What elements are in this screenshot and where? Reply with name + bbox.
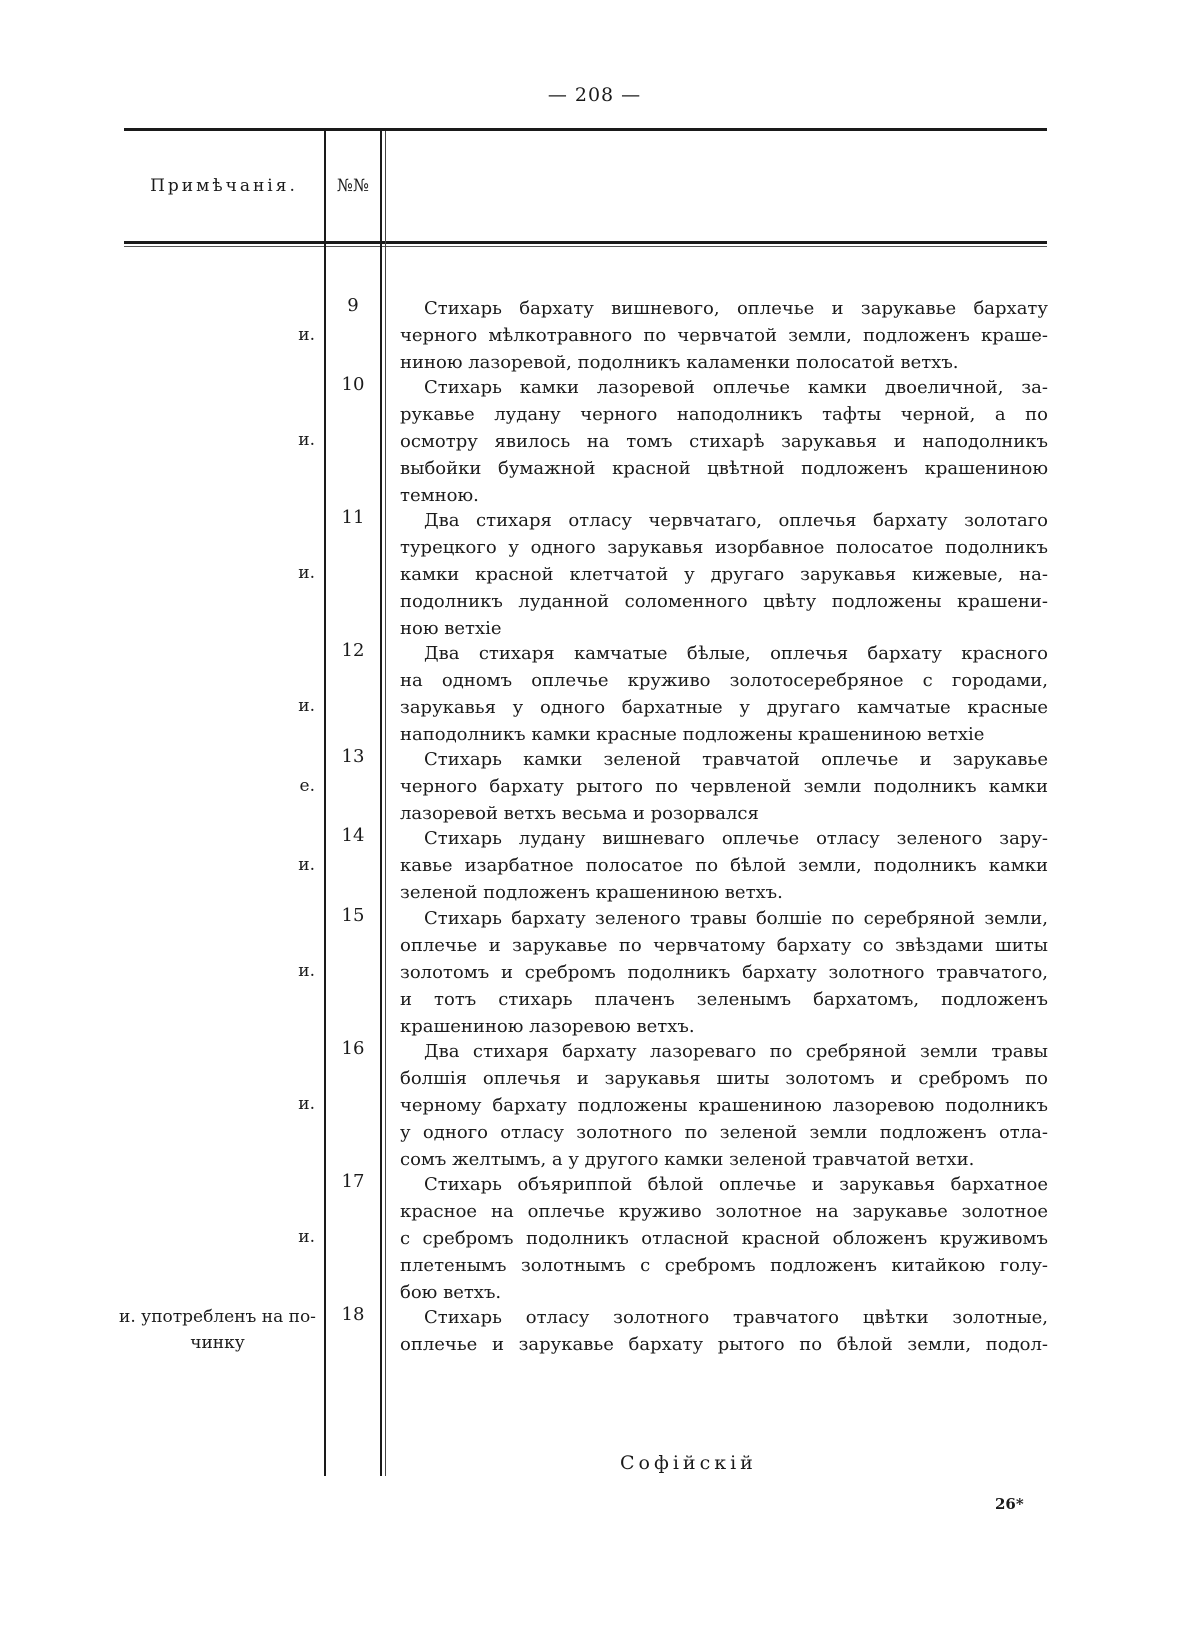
text-line: бою ветхъ. xyxy=(400,1282,502,1303)
entry-note: и. xyxy=(298,563,315,583)
text-line: оплечье и зарукавье по червчатому бархату со звѣздами шиты xyxy=(400,935,1048,956)
text-line: сомъ желтымъ, а у другого камки зеленой травчатой ветхи. xyxy=(400,1149,975,1170)
number-column-header: №№ xyxy=(336,176,370,196)
text-line: Стихарь лудану вишневаго оплечье отласу зеленого зару- xyxy=(424,828,1048,849)
text-line: Стихарь камки лазоревой оплечье камки двоеличной, за- xyxy=(424,377,1048,398)
notes-column-header: Примѣчанiя. xyxy=(150,176,298,196)
catchword: Софiйскiй xyxy=(620,1452,757,1474)
text-line: черному бархату подложены крашениною лазоревою подолникъ xyxy=(400,1095,1048,1116)
text-line: темною. xyxy=(400,485,479,506)
entry-number: 15 xyxy=(341,905,365,926)
text-line: Стихарь объяриппой бѣлой оплечье и зарукавья бархатное xyxy=(424,1174,1048,1195)
text-line: на одномъ оплечье круживо золотосеребряное с городами, xyxy=(400,670,1048,691)
header-bottom-rule xyxy=(124,241,1047,244)
text-line: зеленой подложенъ крашениною ветхъ. xyxy=(400,882,783,903)
text-line: ною ветхiе xyxy=(400,618,502,639)
entry-number: 11 xyxy=(341,507,365,528)
entry-number: 16 xyxy=(341,1038,365,1059)
column-divider-number-thin xyxy=(385,131,386,1476)
text-line: оплечье и зарукавье бархату рытого по бѣлой земли, подол- xyxy=(400,1334,1048,1355)
signature-mark: 26* xyxy=(995,1495,1024,1513)
text-line: подолникъ луданной соломенного цвѣту подложены крашени- xyxy=(400,591,1048,612)
text-line: камки красной клетчатой у другаго зарукавья кижевые, на- xyxy=(400,564,1048,585)
entry-text xyxy=(400,1304,1048,1358)
entry-text xyxy=(400,905,1048,1040)
entry-note: и. xyxy=(298,1227,315,1247)
entry-note: е. xyxy=(299,776,315,796)
entry-note: и. xyxy=(298,1094,315,1114)
text-line: с сребромъ подолникъ отласной красной обложенъ круживомъ xyxy=(400,1228,1048,1249)
entry-text xyxy=(400,295,1048,376)
entry-number: 13 xyxy=(341,746,365,767)
entry-number: 9 xyxy=(347,295,359,316)
text-line: ниною лазоревой, подолникъ каламенки полосатой ветхъ. xyxy=(400,352,959,373)
entry-number: 12 xyxy=(341,640,365,661)
text-line: зарукавья у одного бархатные у другаго камчатые красные xyxy=(400,697,1048,718)
entry-text xyxy=(400,374,1048,509)
text-line: Стихарь камки зеленой травчатой оплечье и зарукавье xyxy=(424,749,1048,770)
column-divider-notes xyxy=(324,131,326,1476)
entry-note: и. xyxy=(298,430,315,450)
text-line: болшiя оплечья и зарукавья шиты золотомъ и сребромъ по xyxy=(400,1068,1048,1089)
text-line: осмотру явилось на томъ стихарѣ зарукавья и наподолникъ xyxy=(400,431,1048,452)
entry-note: и. употребленъ на по- чинку xyxy=(119,1307,316,1353)
text-line: плетенымъ золотнымъ с сребромъ подложенъ китайкою голу- xyxy=(400,1255,1048,1276)
column-divider-number xyxy=(380,131,382,1476)
text-line: Два стихаря бархату лазореваго по сребряной земли травы xyxy=(424,1041,1048,1062)
text-line: кавье изарбатное полосатое по бѣлой земли, подолникъ камки xyxy=(400,855,1048,876)
text-line: Стихарь бархату зеленого травы болшiе по серебряной земли, xyxy=(424,908,1048,929)
text-line: Стихарь бархату вишневого, оплечье и зарукавье бархату xyxy=(424,298,1048,319)
text-line: у одного отласу золотного по зеленой земли подложенъ отла- xyxy=(400,1122,1048,1143)
entry-number: 10 xyxy=(341,374,365,395)
header-bottom-rule-thin xyxy=(124,246,1047,247)
top-rule xyxy=(124,128,1047,131)
entry-note: и. xyxy=(298,325,315,345)
text-line: Стихарь отласу золотного травчатого цвѣтки золотные, xyxy=(424,1307,1048,1328)
entry-text xyxy=(400,640,1048,748)
text-line: турецкого у одного зарукавья изорбавное полосатое подолникъ xyxy=(400,537,1048,558)
entry-text xyxy=(400,507,1048,642)
text-line: и тотъ стихарь плаченъ зеленымъ бархатомъ, подложенъ xyxy=(400,989,1048,1010)
text-line: рукавье лудану черного наподолникъ тафты черной, а по xyxy=(400,404,1048,425)
entry-text xyxy=(400,1038,1048,1173)
text-line: выбойки бумажной красной цвѣтной подложенъ крашениною xyxy=(400,458,1048,479)
text-line: лазоревой ветхъ весьма и розорвался xyxy=(400,803,759,824)
entry-text xyxy=(400,746,1048,827)
text-line: красное на оплечье круживо золотное на зарукавье золотное xyxy=(400,1201,1048,1222)
text-line: крашениною лазоревою ветхъ. xyxy=(400,1016,695,1037)
text-line: Два стихаря отласу червчатаго, оплечья бархату золотаго xyxy=(424,510,1048,531)
entry-note: и. xyxy=(298,696,315,716)
text-line: черного бархату рытого по червленой земли подолникъ камки xyxy=(400,776,1048,797)
entry-note: и. xyxy=(298,855,315,875)
entry-number: 18 xyxy=(341,1304,365,1325)
entry-text xyxy=(400,825,1048,906)
text-line: Два стихаря камчатые бѣлые, оплечья бархату красного xyxy=(424,643,1048,664)
entry-note: и. xyxy=(298,961,315,981)
text-line: наподолникъ камки красные подложены крашениною ветхiе xyxy=(400,724,985,745)
entry-number: 14 xyxy=(341,825,365,846)
text-line: золотомъ и сребромъ подолникъ бархату золотного травчатого, xyxy=(400,962,1048,983)
page-number: — 208 — xyxy=(547,84,642,106)
entry-number: 17 xyxy=(341,1171,365,1192)
entry-text xyxy=(400,1171,1048,1306)
text-line: черного мѣлкотравного по червчатой земли, подложенъ краше- xyxy=(400,325,1048,346)
